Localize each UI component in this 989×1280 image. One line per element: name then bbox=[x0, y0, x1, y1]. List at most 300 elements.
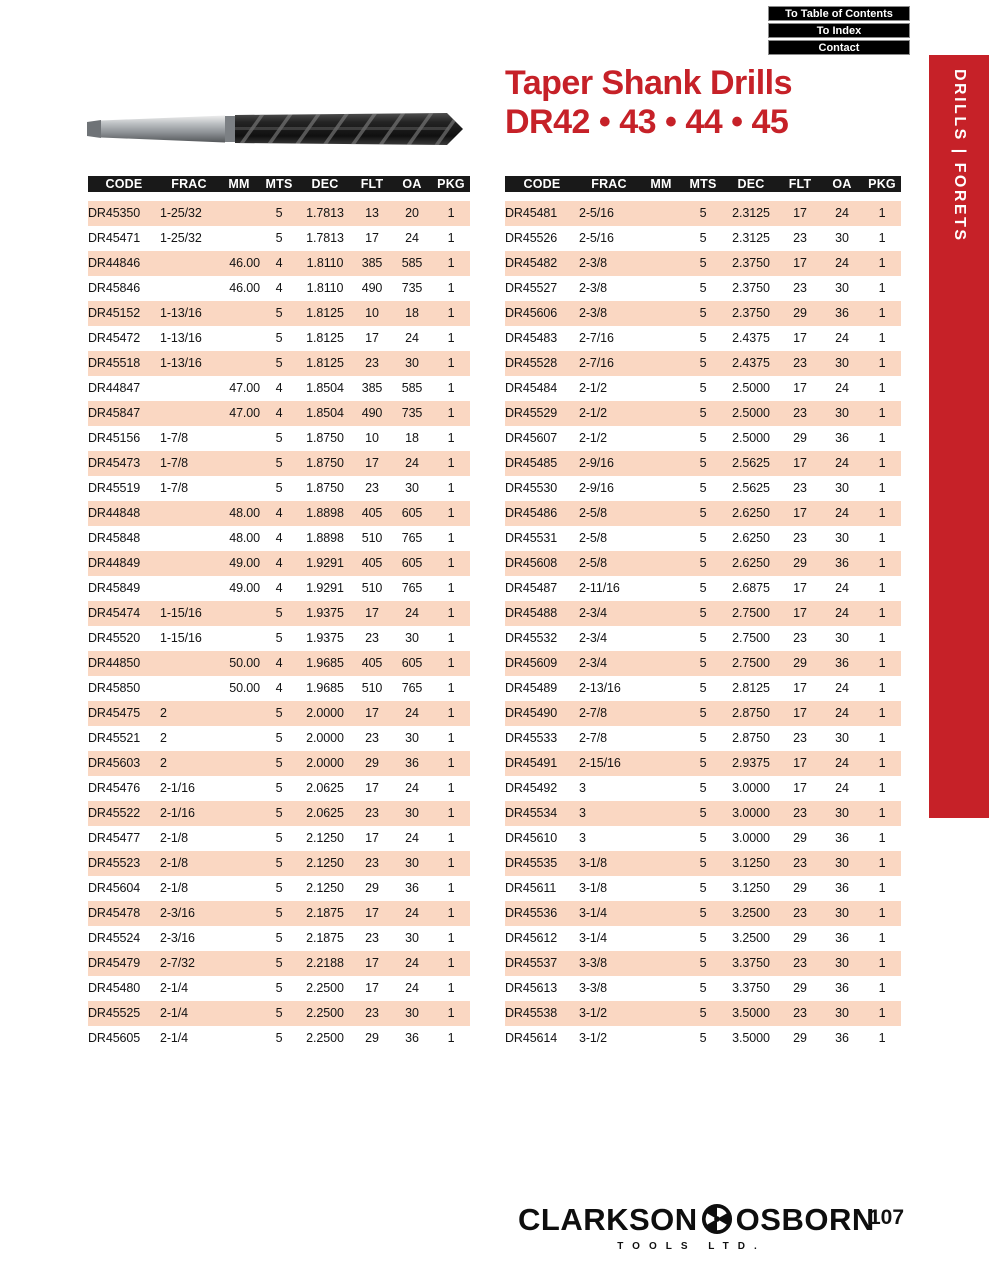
table-row bbox=[505, 651, 901, 676]
table-row bbox=[88, 476, 470, 501]
cell-code: DR45849 bbox=[88, 581, 141, 595]
cell-pkg: 1 bbox=[863, 351, 901, 376]
cell-frac: 2-1/4 bbox=[160, 981, 188, 995]
cell-mm bbox=[639, 801, 683, 826]
table-row bbox=[88, 776, 470, 801]
cell-mts: 5 bbox=[699, 381, 707, 395]
cell-frac: 2 bbox=[160, 751, 218, 776]
side-tab-drills bbox=[929, 55, 989, 818]
cell-pkg: 1 bbox=[863, 251, 901, 276]
cell-pkg: 1 bbox=[863, 451, 901, 476]
cell-code: DR45520 bbox=[88, 631, 141, 645]
cell-flt: 29 bbox=[793, 1031, 807, 1045]
table-row bbox=[505, 351, 901, 376]
cell-mts: 5 bbox=[699, 631, 707, 645]
cell-mts: 5 bbox=[260, 751, 298, 776]
table-row bbox=[505, 976, 901, 1001]
column-header-pkg: PKG bbox=[863, 176, 901, 201]
cell-pkg: 1 bbox=[878, 931, 886, 945]
cell-frac: 3-1/4 bbox=[579, 931, 607, 945]
brand-logo bbox=[518, 1203, 875, 1235]
nav-table-of-contents-button[interactable]: To Table of Contents bbox=[768, 6, 910, 21]
table-row bbox=[505, 201, 901, 226]
cell-mm bbox=[218, 826, 260, 851]
cell-flt: 23 bbox=[365, 631, 379, 645]
cell-mts: 4 bbox=[275, 381, 283, 395]
cell-frac: 3-3/8 bbox=[579, 981, 607, 995]
cell-oa: 30 bbox=[405, 631, 419, 645]
cell-code: DR45526 bbox=[505, 231, 558, 245]
cell-flt: 17 bbox=[365, 781, 379, 795]
cell-mts: 5 bbox=[683, 951, 723, 976]
cell-pkg: 1 bbox=[878, 231, 886, 245]
cell-flt: 510 bbox=[361, 581, 383, 595]
cell-pkg: 1 bbox=[447, 481, 455, 495]
column-header-dec: DEC bbox=[298, 176, 352, 201]
cell-code: DR45152 bbox=[88, 301, 160, 326]
cell-pkg: 1 bbox=[878, 381, 886, 395]
cell-flt: 10 bbox=[352, 301, 392, 326]
cell-flt: 510 bbox=[361, 531, 383, 545]
cell-flt: 23 bbox=[779, 1001, 821, 1026]
cell-mm bbox=[639, 226, 683, 251]
cell-oa: 24 bbox=[392, 701, 432, 726]
cell-frac: 2-11/16 bbox=[579, 581, 620, 595]
cell-oa: 36 bbox=[405, 1031, 419, 1045]
cell-code: DR45483 bbox=[505, 331, 558, 345]
table-header-row bbox=[505, 176, 901, 201]
cell-code: DR45519 bbox=[88, 481, 141, 495]
cell-oa: 24 bbox=[821, 451, 863, 476]
table-row bbox=[505, 326, 901, 351]
cell-mm: 46.00 bbox=[229, 281, 260, 295]
column-header-oa: OA bbox=[821, 176, 863, 201]
cell-dec: 1.8898 bbox=[298, 501, 352, 526]
cell-oa: 24 bbox=[821, 201, 863, 226]
table-row bbox=[88, 726, 470, 751]
cell-mts: 5 bbox=[699, 481, 707, 495]
cell-mm bbox=[639, 526, 683, 551]
page-number: 107 bbox=[869, 1206, 905, 1229]
cell-mts: 5 bbox=[683, 301, 723, 326]
cell-mm bbox=[218, 351, 260, 376]
cell-mm bbox=[639, 776, 683, 801]
cell-oa: 36 bbox=[392, 751, 432, 776]
table-row bbox=[88, 351, 470, 376]
cell-dec: 2.8750 bbox=[723, 701, 779, 726]
cell-dec: 2.7500 bbox=[732, 631, 770, 645]
cell-dec: 3.2500 bbox=[723, 901, 779, 926]
cell-mts: 5 bbox=[260, 301, 298, 326]
cell-oa: 765 bbox=[401, 581, 423, 595]
cell-mts: 5 bbox=[699, 881, 707, 895]
cell-oa: 36 bbox=[821, 551, 863, 576]
cell-dec: 2.1250 bbox=[306, 831, 344, 845]
cell-flt: 23 bbox=[365, 481, 379, 495]
cell-mm bbox=[218, 226, 260, 251]
cell-oa: 30 bbox=[835, 281, 849, 295]
cell-pkg: 1 bbox=[863, 301, 901, 326]
cell-oa: 765 bbox=[401, 531, 423, 545]
cell-dec: 2.5625 bbox=[723, 451, 779, 476]
cell-dec: 1.8125 bbox=[298, 301, 352, 326]
cell-oa: 18 bbox=[392, 301, 432, 326]
table-row bbox=[88, 451, 470, 476]
cell-mts: 5 bbox=[683, 651, 723, 676]
table-row bbox=[505, 701, 901, 726]
cell-frac: 2-7/16 bbox=[579, 351, 639, 376]
cell-flt: 29 bbox=[779, 651, 821, 676]
cell-dec: 2.1250 bbox=[306, 881, 344, 895]
cell-flt: 510 bbox=[361, 681, 383, 695]
cell-frac: 1-15/16 bbox=[160, 601, 218, 626]
cell-pkg: 1 bbox=[432, 251, 470, 276]
cell-frac: 2-5/16 bbox=[579, 231, 614, 245]
cell-flt: 490 bbox=[361, 281, 383, 295]
cell-dec: 1.9291 bbox=[298, 551, 352, 576]
cell-mm: 47.00 bbox=[218, 401, 260, 426]
cell-oa: 24 bbox=[392, 951, 432, 976]
cell-mts: 4 bbox=[260, 401, 298, 426]
cell-dec: 2.6250 bbox=[723, 501, 779, 526]
cell-frac: 2-7/8 bbox=[579, 731, 607, 745]
cell-frac bbox=[160, 401, 218, 426]
cell-code: DR45482 bbox=[505, 251, 579, 276]
table-row bbox=[88, 826, 470, 851]
nav-index-button[interactable]: To Index bbox=[768, 23, 910, 38]
cell-flt: 17 bbox=[793, 681, 807, 695]
cell-dec: 2.4375 bbox=[723, 351, 779, 376]
cell-mm bbox=[218, 701, 260, 726]
cell-frac: 2-1/16 bbox=[160, 801, 218, 826]
cell-frac: 2-1/2 bbox=[579, 381, 607, 395]
cell-code: DR45479 bbox=[88, 951, 160, 976]
cell-flt: 17 bbox=[779, 701, 821, 726]
cell-pkg: 1 bbox=[447, 231, 455, 245]
cell-code: DR45850 bbox=[88, 681, 141, 695]
cell-oa: 36 bbox=[835, 831, 849, 845]
cell-dec: 2.5000 bbox=[723, 401, 779, 426]
table-row bbox=[88, 626, 470, 651]
cell-oa: 585 bbox=[392, 251, 432, 276]
cell-oa: 20 bbox=[392, 201, 432, 226]
cell-frac: 2-3/4 bbox=[579, 651, 639, 676]
cell-frac: 2-5/8 bbox=[579, 531, 607, 545]
column-header-pkg: PKG bbox=[432, 176, 470, 201]
cell-frac: 2-1/4 bbox=[160, 1001, 218, 1026]
cell-dec: 1.8504 bbox=[298, 401, 352, 426]
cell-code: DR45605 bbox=[88, 1031, 141, 1045]
cell-flt: 385 bbox=[352, 251, 392, 276]
cell-pkg: 1 bbox=[432, 401, 470, 426]
cell-pkg: 1 bbox=[447, 381, 455, 395]
cell-oa: 735 bbox=[392, 401, 432, 426]
cell-pkg: 1 bbox=[863, 751, 901, 776]
cell-mts: 5 bbox=[683, 551, 723, 576]
cell-mm bbox=[639, 851, 683, 876]
cell-code: DR45525 bbox=[88, 1001, 160, 1026]
cell-flt: 17 bbox=[793, 381, 807, 395]
cell-frac: 2-3/8 bbox=[579, 281, 607, 295]
cell-flt: 23 bbox=[779, 801, 821, 826]
cell-flt: 17 bbox=[779, 751, 821, 776]
cell-oa: 24 bbox=[405, 981, 419, 995]
cell-dec: 2.9375 bbox=[723, 751, 779, 776]
cell-flt: 17 bbox=[365, 831, 379, 845]
table-row bbox=[505, 551, 901, 576]
cell-frac: 2-5/8 bbox=[579, 551, 639, 576]
cell-flt: 23 bbox=[793, 231, 807, 245]
cell-code: DR45534 bbox=[505, 801, 579, 826]
cell-mts: 5 bbox=[699, 531, 707, 545]
cell-dec: 1.8125 bbox=[306, 331, 344, 345]
table-row bbox=[505, 251, 901, 276]
cell-flt: 29 bbox=[352, 751, 392, 776]
cell-mts: 5 bbox=[260, 801, 298, 826]
cell-oa: 24 bbox=[821, 251, 863, 276]
cell-code: DR45848 bbox=[88, 531, 141, 545]
cell-flt: 23 bbox=[793, 481, 807, 495]
table-row bbox=[505, 526, 901, 551]
cell-code: DR44850 bbox=[88, 651, 160, 676]
cell-frac: 2-13/16 bbox=[579, 681, 621, 695]
cell-oa: 605 bbox=[392, 501, 432, 526]
cell-mts: 5 bbox=[683, 501, 723, 526]
brand-emblem-icon bbox=[701, 1203, 733, 1235]
cell-flt: 29 bbox=[793, 981, 807, 995]
cell-dec: 3.0000 bbox=[723, 801, 779, 826]
cell-dec: 3.2500 bbox=[732, 931, 770, 945]
cell-code: DR45521 bbox=[88, 731, 141, 745]
cell-mts: 5 bbox=[683, 451, 723, 476]
cell-mm bbox=[218, 451, 260, 476]
table-row bbox=[88, 201, 470, 226]
cell-flt: 17 bbox=[365, 331, 379, 345]
cell-mm bbox=[639, 476, 683, 501]
cell-mts: 5 bbox=[683, 1001, 723, 1026]
table-row bbox=[88, 876, 470, 901]
cell-mm bbox=[639, 901, 683, 926]
cell-dec: 2.0000 bbox=[306, 731, 344, 745]
cell-pkg: 1 bbox=[878, 431, 886, 445]
cell-dec: 2.1875 bbox=[298, 901, 352, 926]
cell-dec: 1.8110 bbox=[298, 251, 352, 276]
page-title-line2: DR42 • 43 • 44 • 45 bbox=[505, 102, 789, 141]
table-row bbox=[505, 376, 901, 401]
cell-dec: 1.7813 bbox=[298, 201, 352, 226]
nav-contact-button[interactable]: Contact bbox=[768, 40, 910, 55]
cell-frac: 2-1/8 bbox=[160, 881, 188, 895]
cell-flt: 17 bbox=[793, 331, 807, 345]
cell-mm bbox=[218, 301, 260, 326]
cell-dec: 2.3125 bbox=[723, 201, 779, 226]
cell-frac bbox=[160, 551, 218, 576]
cell-mm bbox=[218, 751, 260, 776]
cell-oa: 30 bbox=[821, 1001, 863, 1026]
cell-mm bbox=[218, 876, 260, 901]
cell-frac: 2-7/8 bbox=[579, 701, 639, 726]
cell-pkg: 1 bbox=[878, 731, 886, 745]
cell-flt: 23 bbox=[793, 631, 807, 645]
cell-flt: 385 bbox=[361, 381, 383, 395]
cell-mm bbox=[639, 876, 683, 901]
cell-mm bbox=[639, 551, 683, 576]
cell-mts: 5 bbox=[699, 231, 707, 245]
cell-mm bbox=[218, 801, 260, 826]
cell-frac: 2-9/16 bbox=[579, 451, 639, 476]
cell-mm: 50.00 bbox=[229, 681, 260, 695]
cell-pkg: 1 bbox=[878, 831, 886, 845]
cell-mm bbox=[218, 326, 260, 351]
cell-code: DR45524 bbox=[88, 931, 141, 945]
cell-code: DR45609 bbox=[505, 651, 579, 676]
cell-dec: 2.2500 bbox=[306, 981, 344, 995]
taper-shank-table-left bbox=[88, 176, 470, 1051]
cell-pkg: 1 bbox=[863, 401, 901, 426]
cell-mm: 47.00 bbox=[229, 381, 260, 395]
cell-frac bbox=[160, 251, 218, 276]
cell-dec: 2.3750 bbox=[723, 301, 779, 326]
cell-pkg: 1 bbox=[878, 481, 886, 495]
cell-oa: 24 bbox=[405, 831, 419, 845]
cell-pkg: 1 bbox=[432, 201, 470, 226]
cell-pkg: 1 bbox=[432, 551, 470, 576]
cell-pkg: 1 bbox=[447, 931, 455, 945]
cell-frac: 2 bbox=[160, 731, 167, 745]
cell-oa: 30 bbox=[392, 851, 432, 876]
cell-dec: 2.0000 bbox=[298, 751, 352, 776]
cell-frac: 3-1/4 bbox=[579, 901, 639, 926]
cell-mm bbox=[639, 201, 683, 226]
table-row bbox=[88, 701, 470, 726]
cell-pkg: 1 bbox=[878, 631, 886, 645]
cell-pkg: 1 bbox=[878, 281, 886, 295]
cell-frac: 2-9/16 bbox=[579, 481, 614, 495]
cell-flt: 23 bbox=[352, 851, 392, 876]
cell-mts: 5 bbox=[683, 251, 723, 276]
cell-oa: 30 bbox=[821, 951, 863, 976]
cell-oa: 30 bbox=[835, 481, 849, 495]
cell-frac: 2 bbox=[160, 701, 218, 726]
table-row bbox=[88, 301, 470, 326]
cell-pkg: 1 bbox=[863, 951, 901, 976]
cell-flt: 29 bbox=[793, 831, 807, 845]
cell-dec: 2.2500 bbox=[298, 1001, 352, 1026]
cell-mts: 5 bbox=[699, 681, 707, 695]
cell-flt: 405 bbox=[352, 551, 392, 576]
cell-pkg: 1 bbox=[863, 651, 901, 676]
cell-oa: 24 bbox=[405, 331, 419, 345]
cell-mts: 4 bbox=[275, 581, 283, 595]
column-header-mm: MM bbox=[218, 176, 260, 201]
cell-mm: 49.00 bbox=[229, 581, 260, 595]
cell-mts: 4 bbox=[275, 281, 283, 295]
cell-code: DR44847 bbox=[88, 381, 141, 395]
column-header-dec: DEC bbox=[723, 176, 779, 201]
cell-pkg: 1 bbox=[432, 901, 470, 926]
cell-code: DR45604 bbox=[88, 881, 141, 895]
cell-pkg: 1 bbox=[432, 451, 470, 476]
cell-pkg: 1 bbox=[878, 531, 886, 545]
cell-code: DR45471 bbox=[88, 231, 141, 245]
cell-code: DR45488 bbox=[505, 601, 579, 626]
table-row bbox=[505, 826, 901, 851]
cell-pkg: 1 bbox=[432, 601, 470, 626]
table-row bbox=[88, 426, 470, 451]
cell-frac: 2-3/16 bbox=[160, 901, 218, 926]
cell-frac: 2-1/2 bbox=[579, 431, 607, 445]
cell-mm bbox=[218, 476, 260, 501]
cell-pkg: 1 bbox=[878, 881, 886, 895]
cell-pkg: 1 bbox=[863, 851, 901, 876]
cell-mts: 5 bbox=[683, 751, 723, 776]
cell-oa: 36 bbox=[835, 881, 849, 895]
cell-oa: 30 bbox=[835, 731, 849, 745]
cell-dec: 2.0625 bbox=[298, 801, 352, 826]
cell-oa: 24 bbox=[821, 751, 863, 776]
cell-frac: 2-5/8 bbox=[579, 501, 639, 526]
cell-mm bbox=[639, 676, 683, 701]
cell-mts: 5 bbox=[699, 731, 707, 745]
cell-dec: 1.8750 bbox=[298, 451, 352, 476]
cell-flt: 29 bbox=[365, 881, 379, 895]
cell-mm bbox=[639, 1001, 683, 1026]
cell-frac: 2-1/16 bbox=[160, 781, 195, 795]
cell-mts: 5 bbox=[260, 1001, 298, 1026]
column-header-flt: FLT bbox=[779, 176, 821, 201]
cell-mts: 4 bbox=[260, 501, 298, 526]
cell-code: DR45611 bbox=[505, 881, 557, 895]
cell-dec: 3.1250 bbox=[732, 881, 770, 895]
cell-oa: 36 bbox=[405, 881, 419, 895]
cell-oa: 24 bbox=[835, 381, 849, 395]
cell-code: DR45533 bbox=[505, 731, 558, 745]
cell-frac bbox=[160, 676, 218, 701]
cell-dec: 2.2188 bbox=[298, 951, 352, 976]
table-row bbox=[88, 801, 470, 826]
cell-oa: 30 bbox=[405, 481, 419, 495]
cell-dec: 1.9685 bbox=[306, 681, 344, 695]
cell-mm bbox=[639, 376, 683, 401]
cell-mts: 5 bbox=[260, 201, 298, 226]
table-row bbox=[505, 851, 901, 876]
cell-flt: 17 bbox=[779, 451, 821, 476]
cell-flt: 10 bbox=[365, 431, 379, 445]
cell-flt: 23 bbox=[352, 351, 392, 376]
nav-buttons bbox=[768, 6, 910, 57]
cell-flt: 17 bbox=[352, 601, 392, 626]
cell-code: DR45523 bbox=[88, 851, 160, 876]
cell-code: DR44849 bbox=[88, 551, 160, 576]
cell-dec: 1.8125 bbox=[298, 351, 352, 376]
cell-dec: 2.2500 bbox=[306, 1031, 344, 1045]
cell-mts: 5 bbox=[260, 701, 298, 726]
cell-mts: 5 bbox=[275, 731, 283, 745]
cell-mts: 5 bbox=[275, 331, 283, 345]
table-row bbox=[88, 326, 470, 351]
cell-dec: 2.1250 bbox=[298, 851, 352, 876]
cell-mm bbox=[639, 826, 683, 851]
cell-flt: 490 bbox=[352, 401, 392, 426]
cell-pkg: 1 bbox=[432, 801, 470, 826]
cell-dec: 2.3125 bbox=[732, 231, 770, 245]
cell-pkg: 1 bbox=[447, 331, 455, 345]
cell-code: DR45481 bbox=[505, 201, 579, 226]
cell-mts: 5 bbox=[275, 831, 283, 845]
table-row bbox=[505, 751, 901, 776]
cell-dec: 2.3750 bbox=[732, 281, 770, 295]
cell-code: DR45847 bbox=[88, 401, 160, 426]
